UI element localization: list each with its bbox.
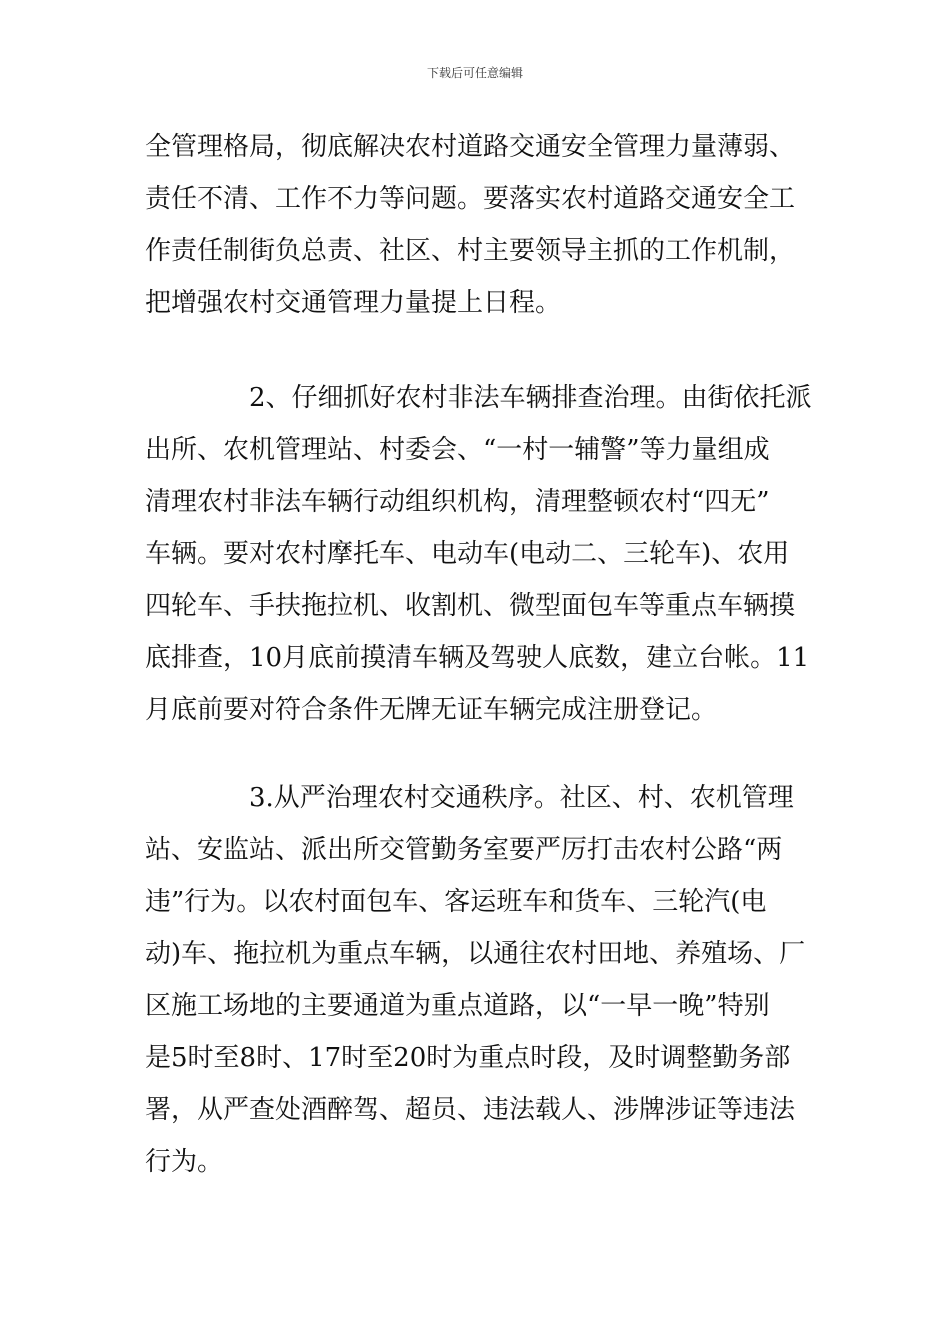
text-line: 行为。 [145, 1147, 224, 1177]
text-line: 动)车、拖拉机为重点车辆，以通往农村田地、养殖场、厂 [145, 939, 806, 969]
text-line: 违”行为。以农村面包车、客运班车和货车、三轮汽(电 [145, 887, 767, 917]
paragraph-2 [145, 372, 812, 736]
text-line: 区施工场地的主要通道为重点道路，以“一早一晚”特别 [145, 991, 770, 1021]
text-line: 出所、农机管理站、村委会、“一村一辅警”等力量组成 [145, 435, 770, 465]
text-line: 作责任制街负总责、社区、村主要领导主抓的工作机制， [145, 236, 796, 266]
paragraph-3 [145, 772, 805, 1188]
page-header-note: 下载后可任意编辑 [426, 66, 523, 80]
text-line: 是5时至8时、17时至20时为重点时段，及时调整勤务部 [145, 1043, 791, 1073]
text-line-indented: 3.从严治理农村交通秩序。社区、村、农机管理 [249, 783, 794, 813]
text-line: 署，从严查处酒醉驾、超员、违法载人、涉牌涉证等违法 [145, 1095, 796, 1125]
text-line: 底排查，10月底前摸清车辆及驾驶人底数，建立台帐。11 [145, 643, 810, 673]
text-line-indented: 2、仔细抓好农村非法车辆排查治理。由街依托派 [249, 383, 812, 413]
paragraph-1 [145, 121, 795, 329]
text-line: 清理农村非法车辆行动组织机构，清理整顿农村“四无” [145, 487, 770, 517]
text-line: 车辆。要对农村摩托车、电动车(电动二、三轮车)、农用 [145, 539, 790, 569]
text-line: 站、安监站、派出所交管勤务室要严厉打击农村公路“两 [145, 835, 783, 865]
text-line: 月底前要对符合条件无牌无证车辆完成注册登记。 [145, 695, 718, 725]
text-line: 把增强农村交通管理力量提上日程。 [145, 288, 562, 318]
text-line: 四轮车、手扶拖拉机、收割机、微型面包车等重点车辆摸 [145, 591, 796, 621]
text-line: 责任不清、工作不力等问题。要落实农村道路交通安全工 [145, 184, 796, 214]
text-line: 全管理格局，彻底解决农村道路交通安全管理力量薄弱、 [145, 132, 796, 162]
